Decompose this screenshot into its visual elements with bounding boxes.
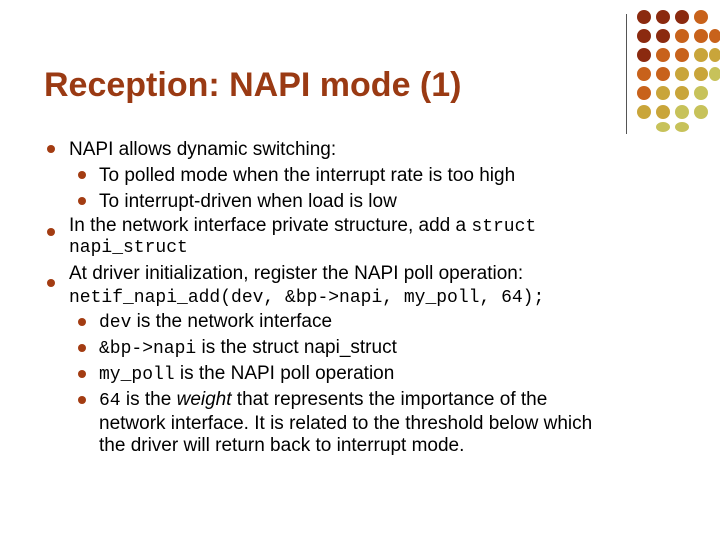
- bullet-text: is the struct napi_struct: [196, 337, 397, 358]
- code-dev: dev: [99, 313, 132, 333]
- sub-bullet-dev: [99, 311, 332, 334]
- bullet-dot: [78, 318, 86, 326]
- bullet-private-structure: [69, 215, 536, 238]
- code-64: 64: [99, 391, 121, 411]
- bullet-dot: [78, 370, 86, 378]
- bullet-dot: [47, 145, 55, 153]
- bullet-dot: [78, 344, 86, 352]
- bullet-driver-init: At driver initialization, register the NAPI poll operation:: [69, 263, 524, 284]
- bullet-text: is the NAPI poll operation: [174, 363, 395, 384]
- code-my-poll: my_poll: [99, 365, 175, 385]
- bullet-dot: [78, 197, 86, 205]
- sub-bullet-polled-mode: To polled mode when the interrupt rate is too high: [99, 165, 516, 186]
- code-napi-struct: napi_struct: [69, 238, 188, 258]
- bullet-dot: [78, 171, 86, 179]
- code-struct: struct: [471, 217, 537, 237]
- code-bp-napi: &bp->napi: [99, 339, 197, 359]
- bullet-dynamic-switching: NAPI allows dynamic switching:: [69, 139, 337, 160]
- sub-bullet-interrupt-driven: To interrupt-driven when load is low: [99, 191, 397, 212]
- bullet-text: that represents the importance of the: [231, 389, 548, 410]
- bullet-dot: [47, 279, 55, 287]
- code-netif-napi-add: netif_napi_add(dev, &bp->napi, my_poll, 64);: [69, 288, 545, 308]
- sub-bullet-my-poll: [99, 363, 394, 386]
- sub-bullet-weight: [99, 389, 547, 412]
- slide-title: Reception: NAPI mode (1): [44, 66, 462, 104]
- sub-bullet-weight-line3: the driver will return back to interrupt mode.: [99, 435, 465, 456]
- bullet-dot: [78, 396, 86, 404]
- bullet-dot: [47, 228, 55, 236]
- sub-bullet-bp-napi: [99, 337, 397, 360]
- italic-weight: weight: [176, 389, 232, 410]
- bullet-text: In the network interface private structure, add a: [69, 215, 472, 236]
- bullet-text: is the network interface: [131, 311, 333, 332]
- sub-bullet-weight-line2: network interface. It is related to the threshold below which: [99, 413, 593, 434]
- bullet-text: is the: [120, 389, 177, 410]
